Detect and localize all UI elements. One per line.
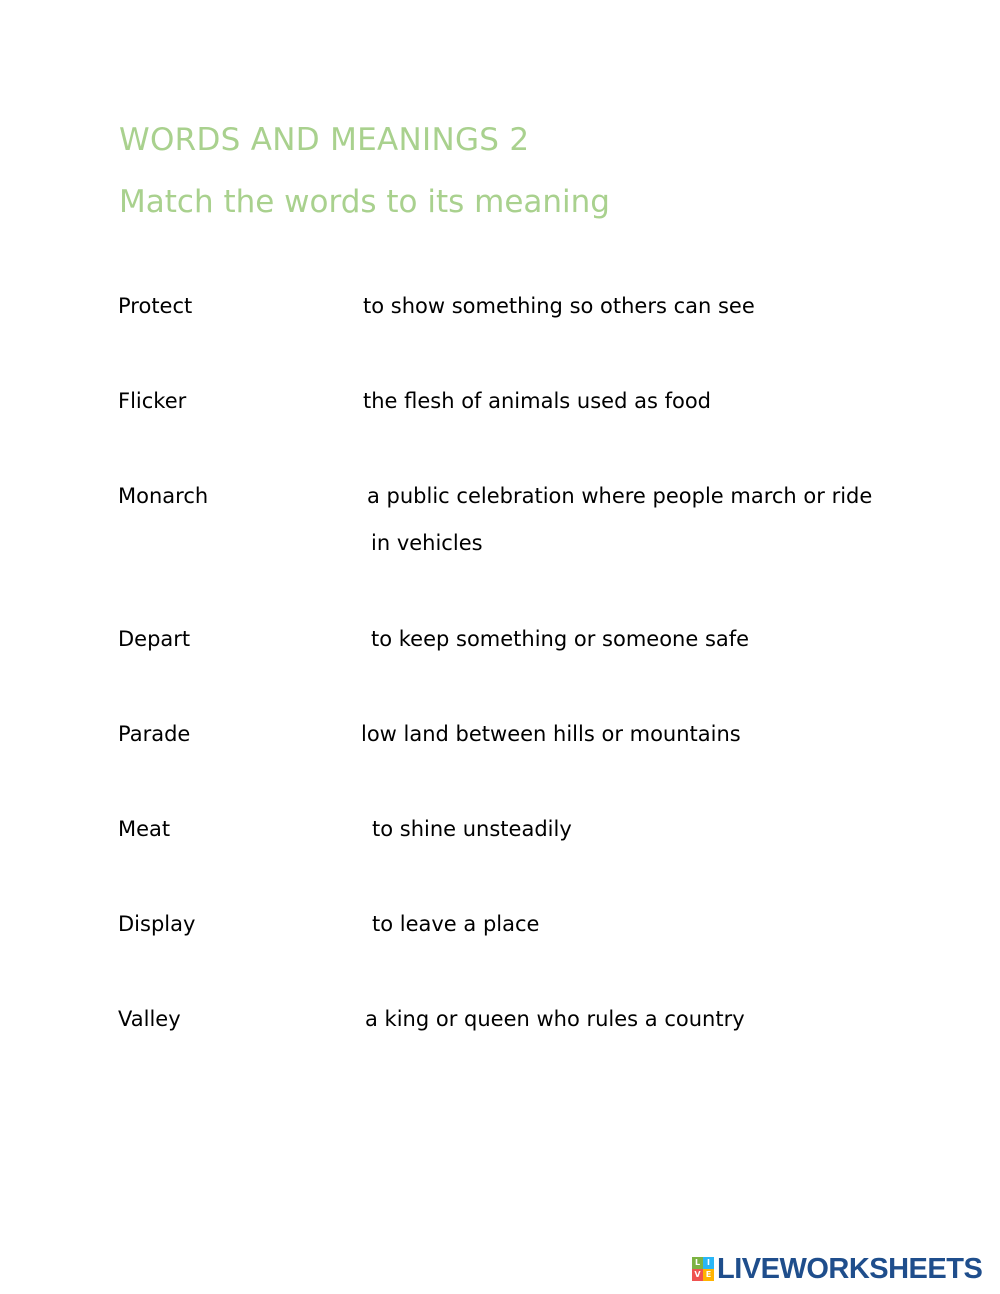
word-item: Meat — [118, 817, 171, 841]
meaning-item: a public celebration where people march or ride — [367, 484, 873, 508]
word-item: Monarch — [118, 484, 209, 508]
meaning-item: to show something so others can see — [363, 294, 755, 318]
match-row-parade — [0, 722, 1000, 762]
liveworksheets-logo-icon — [692, 1257, 714, 1281]
meaning-item: low land between hills or mountains — [361, 722, 741, 746]
liveworksheets-logo-text: LIVEWORKSHEETS — [717, 1252, 983, 1285]
meaning-item: to shine unsteadily — [372, 817, 572, 841]
match-row-monarch — [0, 484, 1000, 555]
word-item: Depart — [118, 627, 191, 651]
meaning-item: the flesh of animals used as food — [363, 389, 711, 413]
match-row-valley — [0, 1007, 1000, 1047]
word-item: Protect — [118, 294, 193, 318]
meaning-item: a king or queen who rules a country — [365, 1007, 745, 1031]
word-item: Valley — [118, 1007, 181, 1031]
match-row-flicker — [0, 389, 1000, 429]
meaning-item: to leave a place — [372, 912, 540, 936]
match-row-meat — [0, 817, 1000, 857]
logo-mark-letter: L — [692, 1257, 703, 1269]
match-row-protect — [0, 294, 1000, 334]
page-subtitle: Match the words to its meaning — [119, 184, 610, 220]
liveworksheets-logo[interactable] — [692, 1254, 982, 1284]
word-item: Parade — [118, 722, 191, 746]
word-item: Display — [118, 912, 196, 936]
match-row-display — [0, 912, 1000, 952]
logo-mark-letter: E — [703, 1269, 714, 1281]
meaning-item-continued: in vehicles — [371, 531, 483, 555]
word-item: Flicker — [118, 389, 187, 413]
meaning-item: to keep something or someone safe — [371, 627, 750, 651]
page-title: WORDS AND MEANINGS 2 — [119, 122, 530, 158]
logo-mark-letter: V — [692, 1269, 703, 1281]
logo-mark-letter: I — [703, 1257, 714, 1269]
match-row-depart — [0, 627, 1000, 667]
